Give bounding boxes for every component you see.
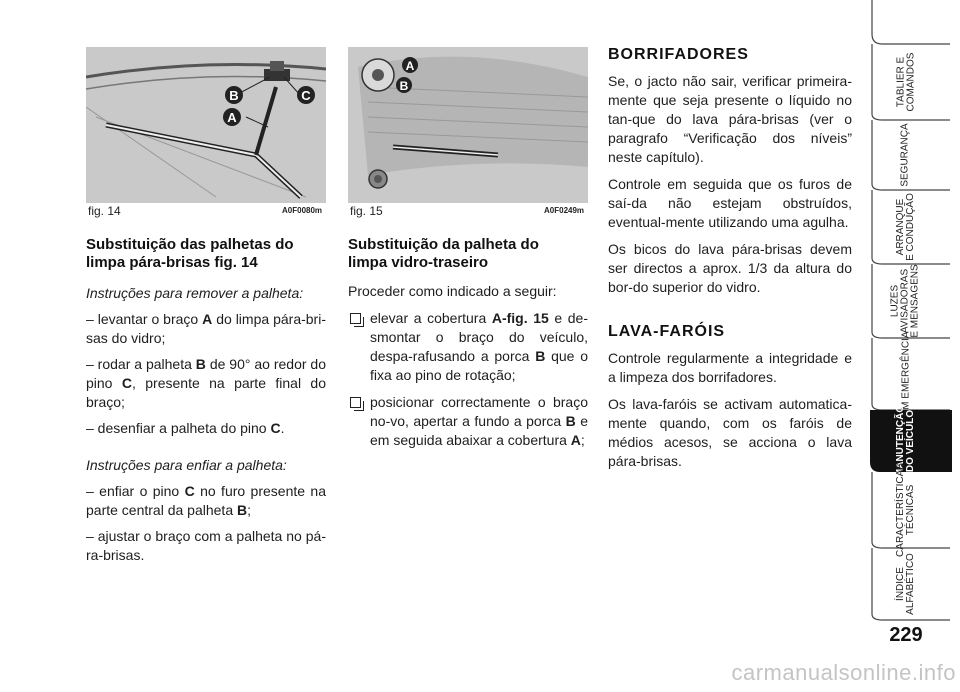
column-rear-wiper	[348, 236, 588, 450]
rear-wiper-illustration	[348, 47, 588, 203]
figure-14-code: A0F0080m	[282, 206, 323, 215]
callout-c	[297, 86, 315, 104]
callout-b	[225, 86, 243, 104]
column-sprayers	[608, 46, 852, 471]
remove-step-1: – levantar o braço A do limpa pára-bri-sas do vidro;	[86, 311, 326, 346]
heading-lava-farois: LAVA-FARÓIS	[608, 323, 726, 340]
watermark: carmanualsonline.info	[731, 660, 956, 685]
callout-b	[396, 77, 412, 93]
column-wiper-blades	[86, 236, 326, 565]
remove-step-2: – rodar a palheta B de 90° ao redor do pino C, presente na parte final do braço;	[86, 356, 327, 410]
insert-step-1: – enfiar o pino C no furo presente na parte central da palheta B;	[86, 483, 326, 518]
tab-arranque-conducao[interactable]: ARRANQUE E CONDUÇÃO	[894, 193, 916, 261]
section-title: Substituição da palheta do limpa vidro-traseiro	[348, 236, 539, 271]
heading-borrifadores: BORRIFADORES	[608, 46, 749, 63]
insert-step-2: – ajustar o braço com a palheta no pá-ra-brisas.	[86, 528, 326, 563]
figure-15-code: A0F0249m	[544, 206, 585, 215]
figure-15-caption: fig. 15	[350, 204, 383, 218]
paragraph: Se, o jacto não sair, verificar primeira-mente que seja presente o líquido no tan-que do lava pára-brisas (ver o paragrafo “Verificação dos níveis” neste capítulo).	[608, 73, 852, 165]
paragraph: Os lava-faróis se activam automatica-mente quando, com os faróis de médios acesos, se acciona o lava pára-brisas.	[608, 396, 852, 469]
wiper-arm-illustration	[86, 47, 326, 203]
figure-14-caption: fig. 14	[88, 204, 121, 218]
checkbox-bullet-icon	[350, 397, 361, 408]
callout-label-a: A	[227, 110, 237, 125]
tab-tablier-comandos[interactable]: TABLIER E COMANDOS	[895, 52, 916, 112]
paragraph: Controle regularmente a integridade e a limpeza dos borrifadores.	[608, 350, 852, 385]
remove-heading: Instruções para remover a palheta:	[86, 285, 304, 301]
callout-label-a: A	[405, 59, 415, 73]
callout-label-b: B	[229, 88, 239, 103]
tab-indice-alfabetico[interactable]: ÍNDICE ALFABÉTICO	[895, 553, 916, 615]
section-title: Substituição das palhetas do limpa pára-brisas fig. 14	[86, 236, 294, 271]
tab-luzes-avisadoras[interactable]: LUZES AVISADORAS E MENSAGENS	[890, 264, 922, 338]
paragraph: Os bicos do lava pára-brisas devem ser directos a aprox. 1/3 da altura do bor-do superior do vidro.	[608, 241, 852, 295]
callout-a	[402, 57, 418, 73]
tab-seguranca[interactable]: SEGURANÇA	[899, 123, 911, 187]
insert-heading: Instruções para enfiar a palheta:	[86, 457, 287, 473]
checkbox-bullet-icon	[350, 313, 361, 324]
intro-text: Proceder como indicado a seguir:	[348, 283, 557, 299]
callout-label-b: B	[399, 79, 409, 93]
tab-caracteristicas-tecnicas[interactable]: CARACTERÍSTICAS TÉCNICAS	[895, 463, 916, 557]
figure-14	[86, 47, 326, 203]
remove-step-3: – desenfiar a palheta do pino C.	[86, 420, 285, 436]
tab-manutencao-veiculo[interactable]: MANUTENÇÃO DO VEÍCULO	[895, 404, 916, 478]
callout-label-c: C	[301, 88, 311, 103]
page-number: 229	[889, 624, 923, 646]
bullet-item: posicionar correctamente o braço no-vo, apertar a fundo a porca B e em seguida abaixar a cobertura A;	[348, 393, 588, 450]
tab-em-emergencia[interactable]: EM EMERGÊNCIA	[900, 331, 912, 417]
bullet-item: elevar a cobertura A-fig. 15 e de-smontar o braço do veículo, despa-rafusando a porca B que o fixa ao pino de rotação;	[348, 309, 588, 385]
paragraph: Controle em seguida que os furos de saí-da não estejam obstruídos, eventual-mente utilizando uma agulha.	[608, 176, 852, 230]
figure-15	[348, 47, 588, 203]
callout-a	[223, 108, 241, 126]
